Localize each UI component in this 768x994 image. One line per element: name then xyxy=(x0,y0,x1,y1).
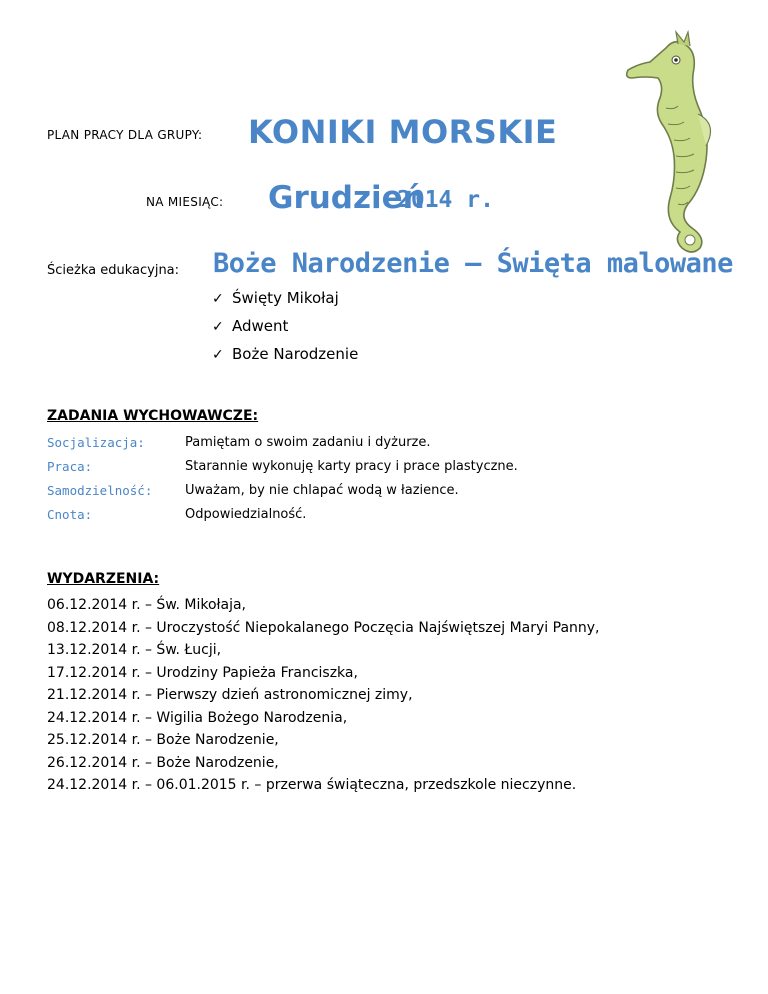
list-item: 17.12.2014 r. – Urodziny Papieża Franciszka, xyxy=(47,664,358,681)
table-row xyxy=(47,454,518,478)
list-item: ✓ Boże Narodzenie xyxy=(212,341,358,369)
task-key: Cnota: xyxy=(47,506,93,522)
list-item: ✓ Święty Mikołaj xyxy=(212,285,358,313)
task-key: Socjalizacja: xyxy=(47,434,145,450)
events-list xyxy=(47,594,600,797)
checkmark-icon: ✓ xyxy=(212,319,224,335)
list-item: 13.12.2014 r. – Św. Łucji, xyxy=(47,642,222,658)
table-row xyxy=(47,430,518,454)
list-item: 25.12.2014 r. – Boże Narodzenie, xyxy=(47,732,279,748)
tasks-heading: ZADANIA WYCHOWAWCZE: xyxy=(47,408,259,424)
month-name: Grudzień xyxy=(268,180,425,216)
events-heading: WYDARZENIA: xyxy=(47,571,160,587)
month-label: NA MIESIĄC: xyxy=(146,195,224,209)
topics-list xyxy=(212,285,358,369)
seahorse-illustration xyxy=(618,28,728,258)
path-title: Boże Narodzenie – Święta malowane xyxy=(213,248,733,279)
list-item: 24.12.2014 r. – Wigilia Bożego Narodzenia, xyxy=(47,709,348,726)
task-key: Praca: xyxy=(47,458,93,474)
month-year: 2014 r. xyxy=(397,187,494,213)
list-item: 21.12.2014 r. – Pierwszy dzień astronomicznej zimy, xyxy=(47,687,413,703)
table-row xyxy=(47,478,518,502)
task-value: Starannie wykonuję karty pracy i prace plastyczne. xyxy=(185,458,518,474)
task-key: Samodzielność: xyxy=(47,482,153,498)
group-name: KONIKI MORSKIE xyxy=(248,113,558,151)
plan-label: PLAN PRACY DLA GRUPY: xyxy=(47,128,203,142)
path-label: Ścieżka edukacyjna: xyxy=(47,263,180,278)
list-item: ✓ Adwent xyxy=(212,313,358,341)
task-value: Uważam, by nie chlapać wodą w łazience. xyxy=(185,482,459,498)
list-item: 24.12.2014 r. – 06.01.2015 r. – przerwa świąteczna, przedszkole nieczynne. xyxy=(47,777,577,793)
list-item: 26.12.2014 r. – Boże Narodzenie, xyxy=(47,754,279,771)
task-value: Odpowiedzialność. xyxy=(185,506,307,522)
task-value: Pamiętam o swoim zadaniu i dyżurze. xyxy=(185,434,431,450)
list-item: 06.12.2014 r. – Św. Mikołaja, xyxy=(47,597,247,613)
checkmark-icon: ✓ xyxy=(212,347,224,363)
table-row xyxy=(47,502,518,526)
tasks-table xyxy=(47,430,518,526)
list-item: 08.12.2014 r. – Uroczystość Niepokalanego Poczęcia Najświętszej Maryi Panny, xyxy=(47,619,600,636)
checkmark-icon: ✓ xyxy=(212,291,224,307)
